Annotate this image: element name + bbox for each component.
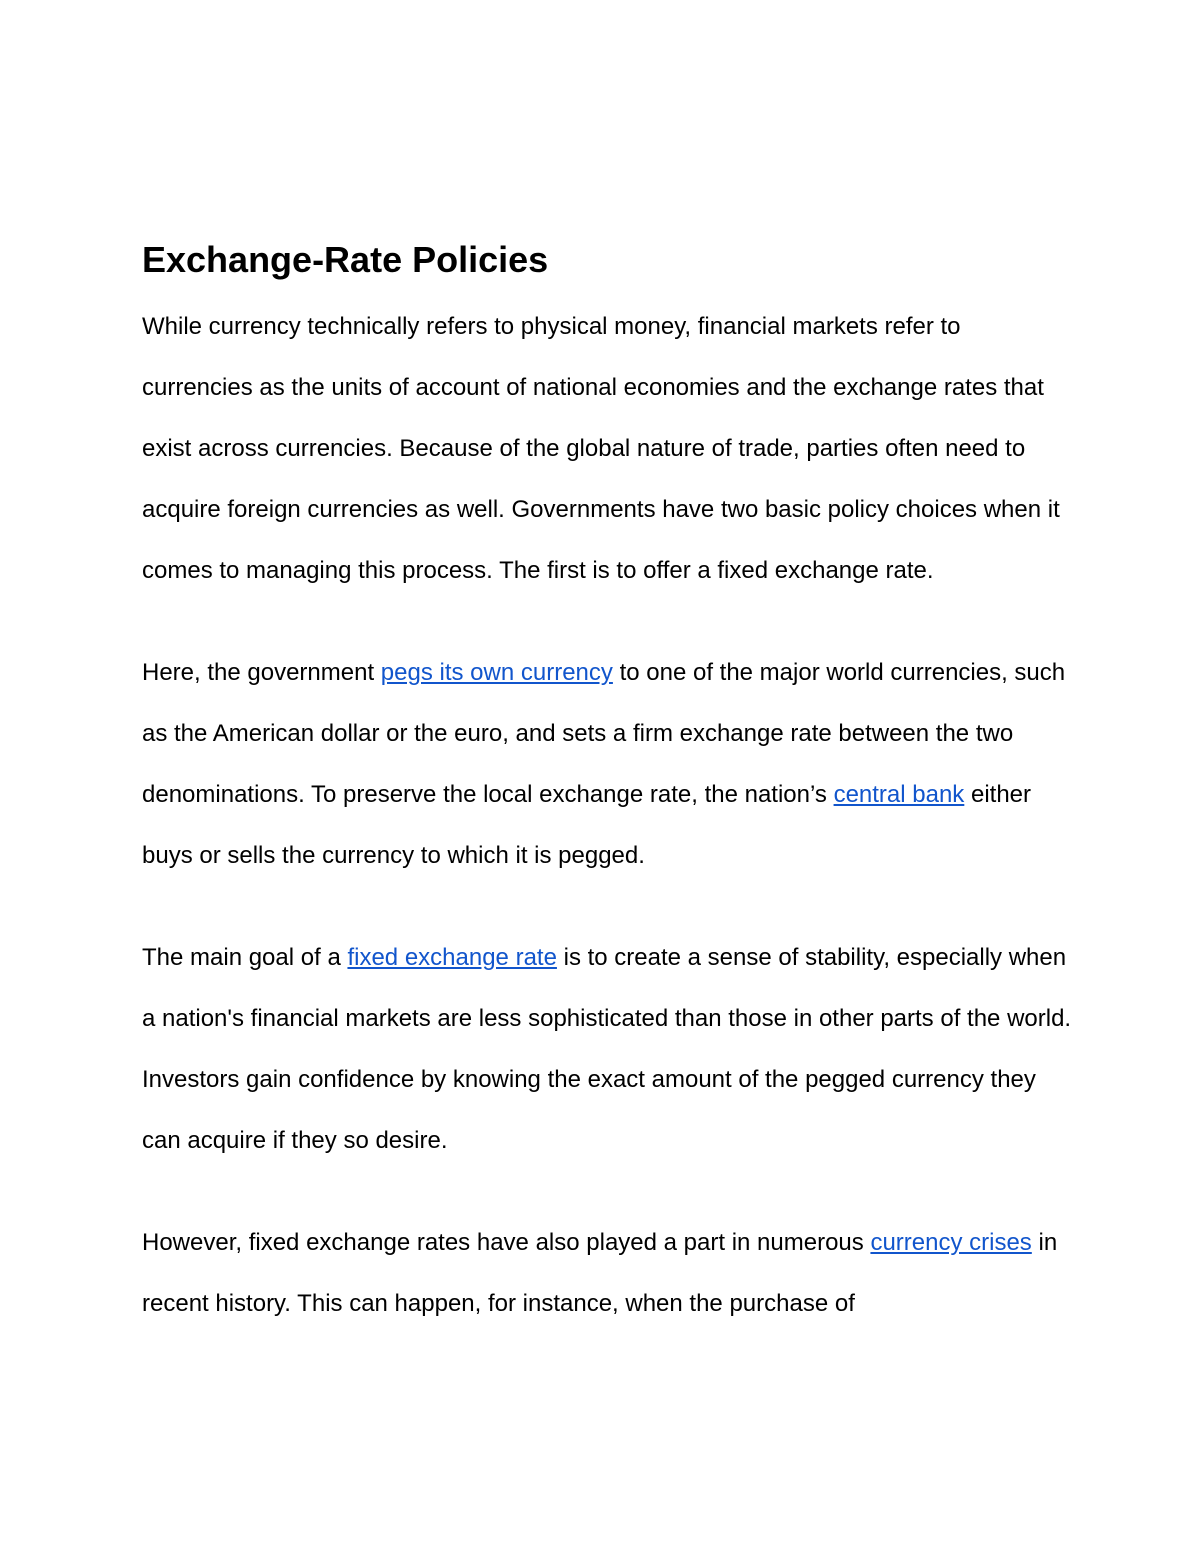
paragraph-3 — [142, 927, 1072, 1171]
paragraph-text: in recent history. This can happen, for instance, when the purchase of — [142, 1229, 1058, 1317]
paragraph-text: However, fixed exchange rates have also played a part in numerous — [142, 1229, 871, 1256]
paragraph-text: The main goal of a — [142, 944, 348, 971]
currency-crises-link[interactable]: currency crises — [870, 1229, 1032, 1256]
document-title: Exchange-Rate Policies — [142, 239, 549, 280]
fixed-exchange-rate-link[interactable]: fixed exchange rate — [347, 944, 557, 971]
paragraph-text: Here, the government — [142, 659, 381, 686]
document-body — [142, 236, 1072, 1334]
paragraph-1 — [142, 296, 1072, 601]
paragraph-text: While currency technically refers to physical money, financial markets refer to currencies as the units of account of national economies and the exchange rates that exist across currencies. Because of the global nature of trade, parties often need to acquire foreign currencies as well. Governments have two basic policy choices when it comes to managing this process. The first is to offer a fixed exchange rate. — [142, 313, 1060, 584]
central-bank-link[interactable]: central bank — [833, 781, 965, 808]
paragraph-text: either buys or sells the currency to which it is pegged. — [142, 781, 1032, 869]
paragraph-text: is to create a sense of stability, especially when a nation's financial markets are less sophisticated than those in other parts of the world. Investors gain confidence by knowing the exact amount of the pegged currency they can acquire if they so desire. — [142, 944, 1072, 1154]
pegs-its-own-currency-link[interactable]: pegs its own currency — [380, 659, 613, 686]
paragraph-4 — [142, 1212, 1072, 1334]
paragraph-text: to one of the major world currencies, such as the American dollar or the euro, and sets a firm exchange rate between the two denominations. To preserve the local exchange rate, the nation’s — [142, 659, 1066, 808]
paragraph-2 — [142, 642, 1072, 886]
